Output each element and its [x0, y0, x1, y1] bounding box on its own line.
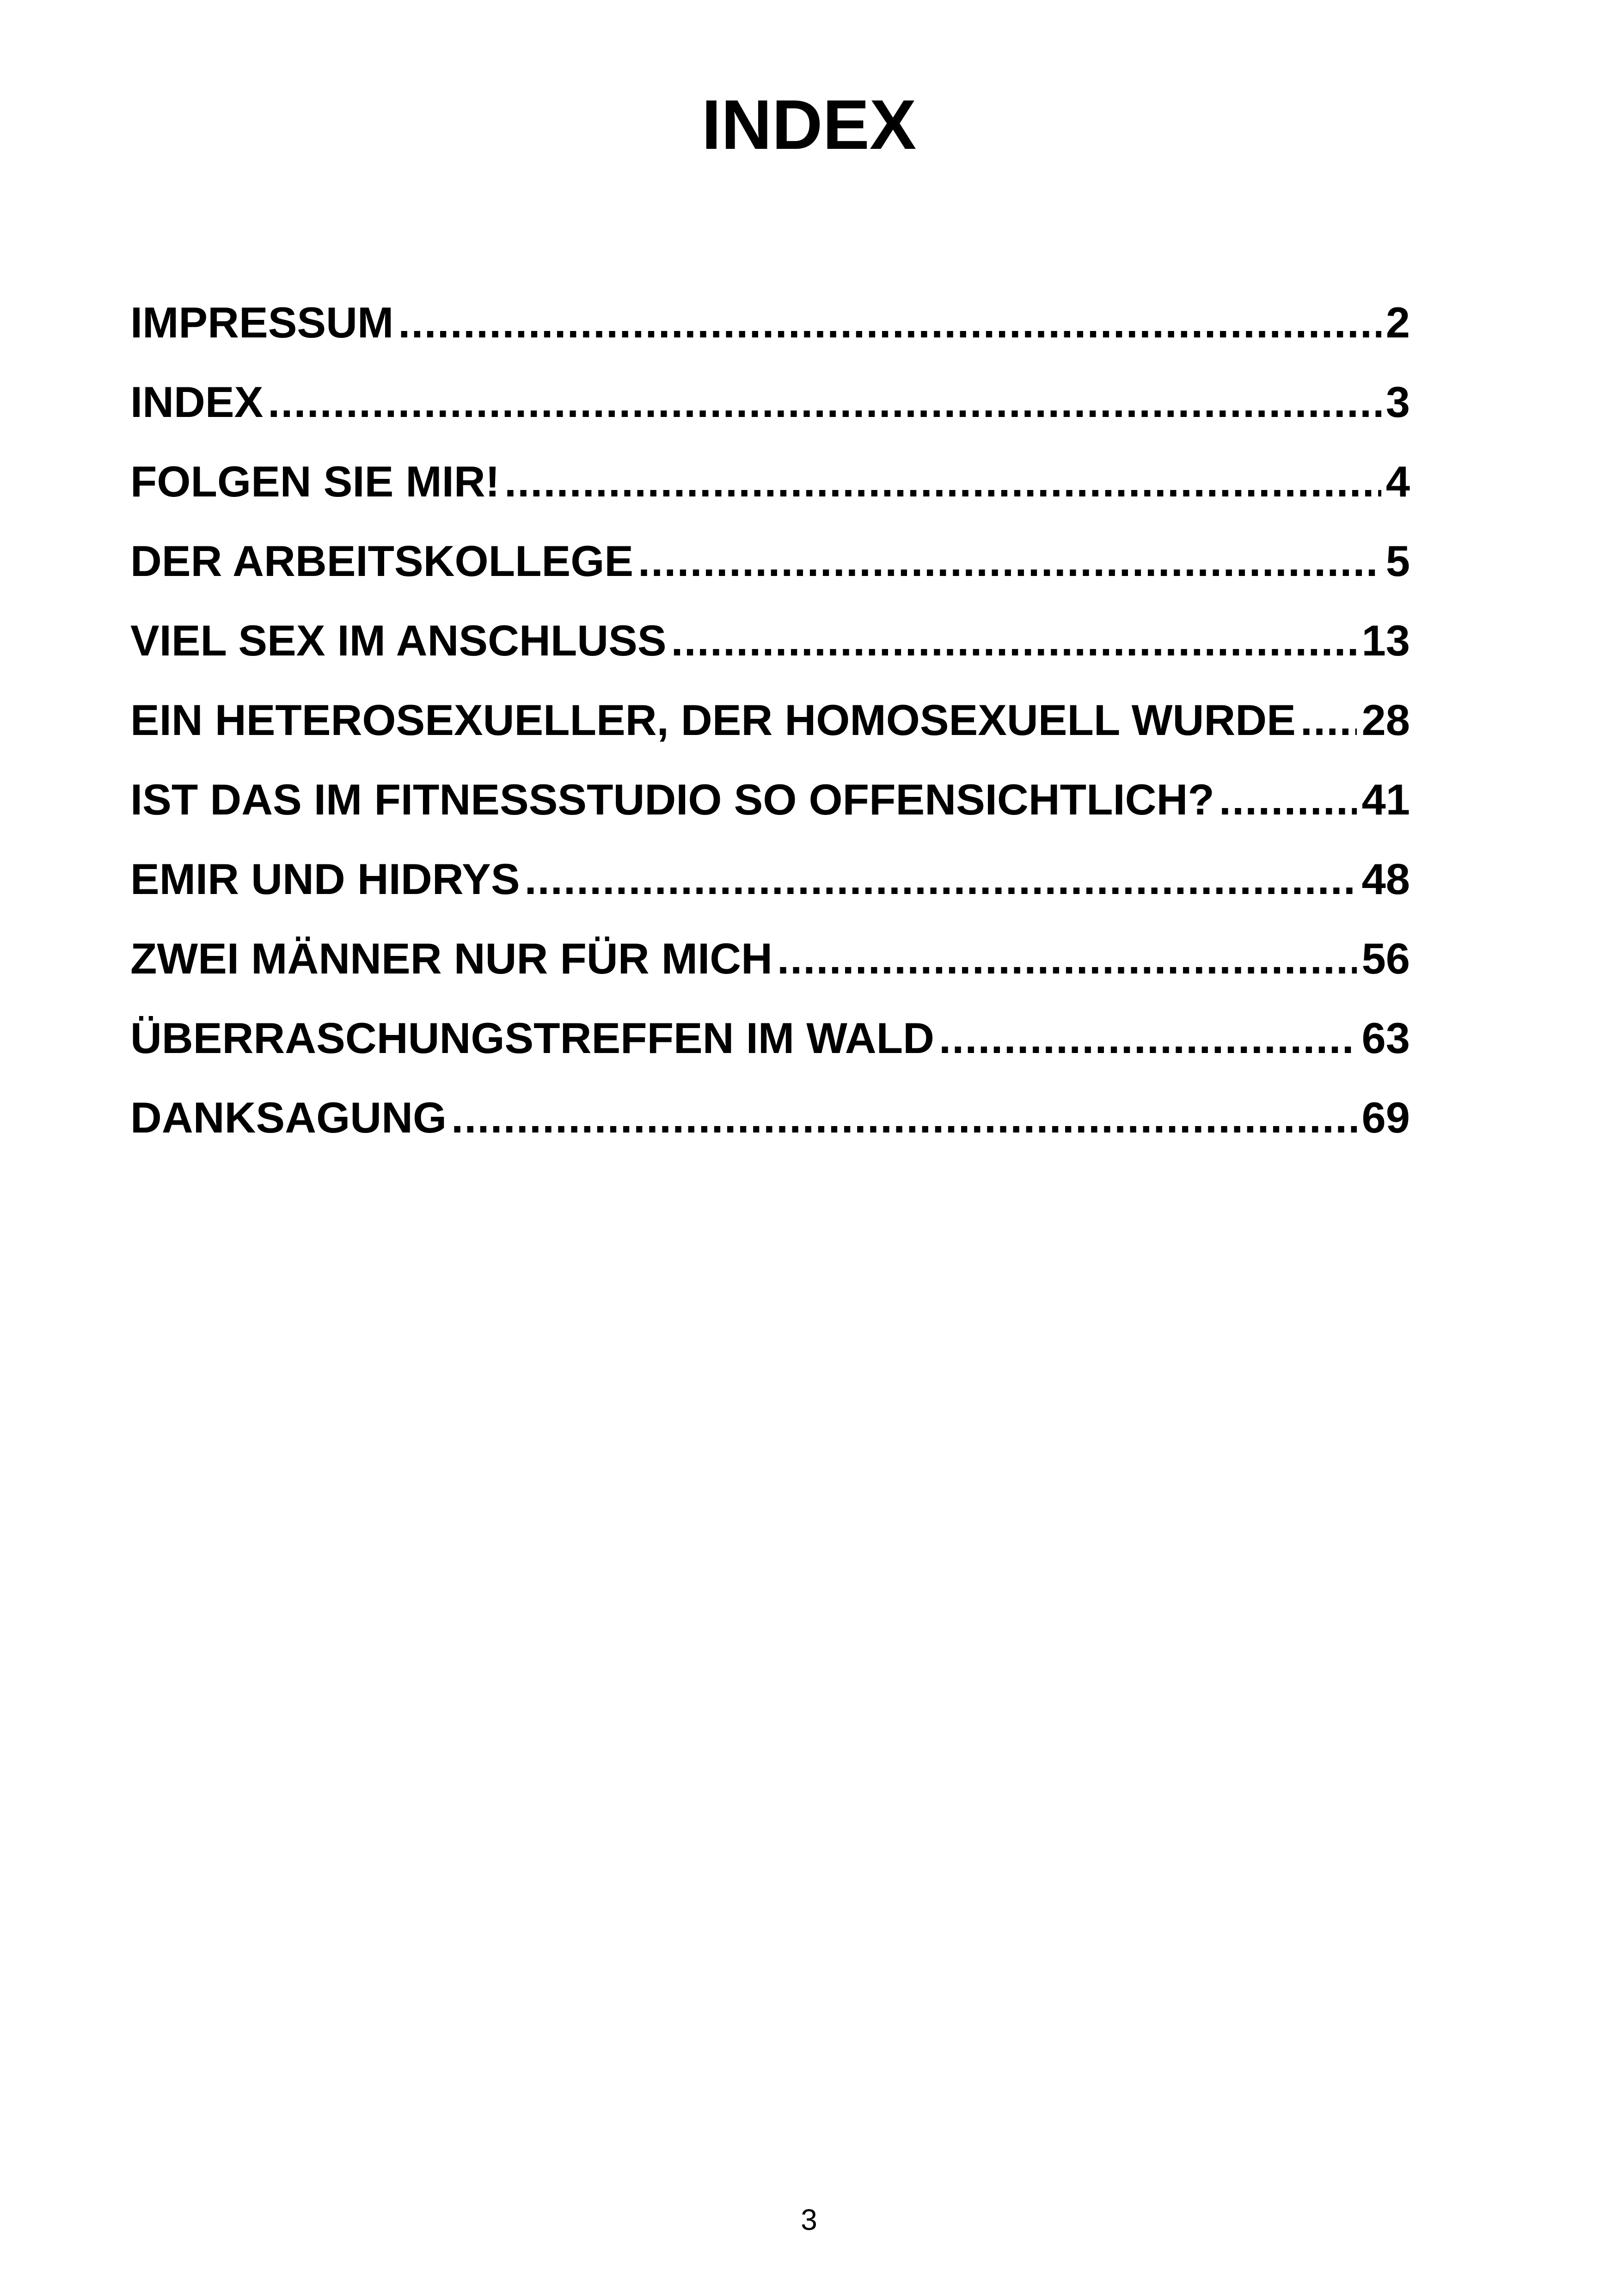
dot-leader [398, 283, 1381, 362]
toc-entry-label: IMPRESSUM [130, 298, 394, 347]
toc-entry-page: 56 [1361, 934, 1410, 983]
toc-entry-ueberraschungstreffen[interactable] [130, 998, 1410, 1078]
toc-entry-ist-das-im-fitnessstudio[interactable] [130, 760, 1410, 839]
toc-entry-index[interactable] [130, 362, 1410, 442]
toc-entry-label: IST DAS IM FITNESSSTUDIO SO OFFENSICHTLICH? [130, 775, 1214, 824]
toc-entry-page: 5 [1385, 537, 1410, 585]
toc-entry-label: DER ARBEITSKOLLEGE [130, 537, 634, 585]
toc-entry-page: 41 [1361, 775, 1410, 824]
toc-entry-folgen-sie-mir[interactable] [130, 442, 1410, 521]
toc-entry-label: FOLGEN SIE MIR! [130, 457, 500, 506]
page-number: 3 [801, 2203, 817, 2236]
dot-leader [777, 919, 1357, 998]
toc-entry-ein-heterosexueller[interactable] [130, 680, 1410, 760]
page-title: INDEX [701, 86, 917, 164]
dot-leader [1219, 760, 1357, 839]
dot-leader [638, 521, 1381, 601]
toc-entry-page: 63 [1361, 1014, 1410, 1062]
toc-entry-label: DANKSAGUNG [130, 1093, 447, 1142]
toc-entry-label: VIEL SEX IM ANSCHLUSS [130, 616, 667, 665]
dot-leader [525, 839, 1357, 919]
toc-entry-page: 2 [1385, 298, 1410, 347]
toc-entry-page: 13 [1361, 616, 1410, 665]
toc-entry-label: EMIR UND HIDRYS [130, 855, 520, 903]
toc-entry-page: 3 [1385, 378, 1410, 426]
toc-entry-page: 28 [1361, 696, 1410, 744]
toc-entry-page: 4 [1385, 457, 1410, 506]
toc-entry-label: ÜBERRASCHUNGSTREFFEN IM WALD [130, 1014, 934, 1062]
dot-leader [268, 362, 1381, 442]
dot-leader [504, 442, 1381, 521]
table-of-contents [130, 283, 1410, 1157]
toc-entry-page: 69 [1361, 1093, 1410, 1142]
dot-leader [451, 1078, 1357, 1157]
toc-entry-impressum[interactable] [130, 283, 1410, 362]
toc-entry-zwei-maenner[interactable] [130, 919, 1410, 998]
toc-entry-label: EIN HETEROSEXUELLER, DER HOMOSEXUELL WURDE [130, 696, 1296, 744]
toc-entry-danksagung[interactable] [130, 1078, 1410, 1157]
toc-entry-label: INDEX [130, 378, 264, 426]
toc-entry-emir-und-hidrys[interactable] [130, 839, 1410, 919]
dot-leader [671, 601, 1357, 680]
toc-entry-der-arbeitskollege[interactable] [130, 521, 1410, 601]
dot-leader [1300, 680, 1357, 760]
toc-entry-viel-sex-im-anschluss[interactable] [130, 601, 1410, 680]
dot-leader [939, 998, 1357, 1078]
toc-entry-page: 48 [1361, 855, 1410, 903]
toc-entry-label: ZWEI MÄNNER NUR FÜR MICH [130, 934, 772, 983]
